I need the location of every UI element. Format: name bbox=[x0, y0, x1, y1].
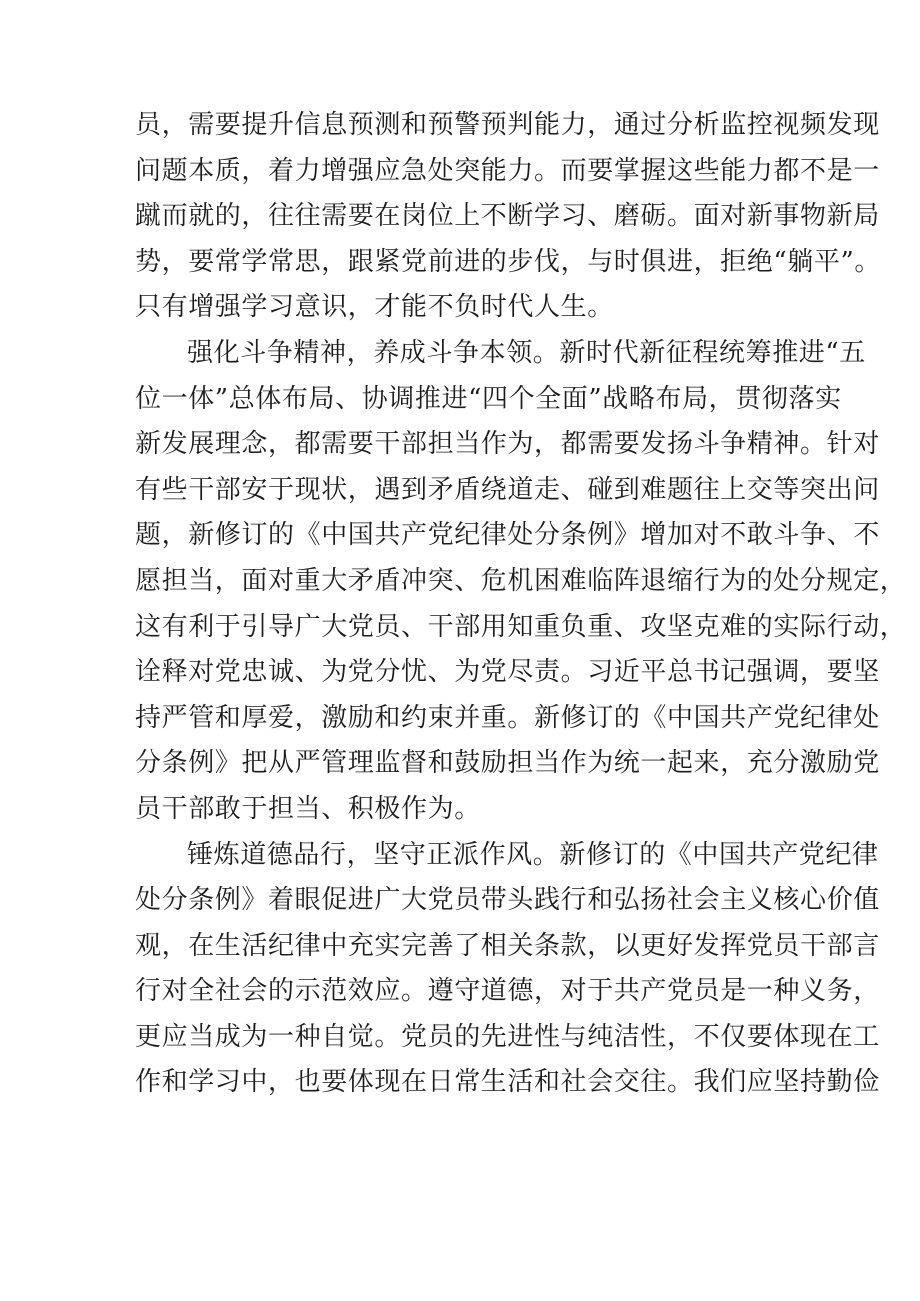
paragraph-1-line-3: 蹴而就的，往往需要在岗位上不断学习、磨砺。面对新事物新局 bbox=[135, 201, 880, 232]
paragraph-2-line-9: 持严管和厚爱，激励和约束并重。新修订的《中国共产党纪律处 bbox=[135, 702, 880, 733]
paragraph-1-line-5: 只有增强学习意识，才能不负时代人生。 bbox=[135, 292, 614, 323]
article-body bbox=[135, 103, 907, 1106]
paragraph-2-line-2: 位一体”总体布局、协调推进“四个全面”战略布局，贯彻落实 bbox=[135, 383, 842, 414]
paragraph-2-line-4: 有些干部安于现状，遇到矛盾绕道走、碰到难题往上交等突出问 bbox=[135, 474, 880, 505]
paragraph-3-line-2: 处分条例》着眼促进广大党员带头践行和弘扬社会主义核心价值 bbox=[135, 885, 880, 916]
paragraph-2-line-10: 分条例》把从严管理监督和鼓励担当作为统一起来，充分激励党 bbox=[135, 748, 880, 779]
paragraph-3-line-1: 锤炼道德品行，坚守正派作风。新修订的《中国共产党纪律 bbox=[187, 839, 879, 870]
paragraph-1-line-4: 势，要常学常思，跟紧党前进的步伐，与时俱进，拒绝“躺平”。 bbox=[135, 246, 881, 277]
paragraph-2-line-1: 强化斗争精神，养成斗争本领。新时代新征程统筹推进“五 bbox=[187, 337, 866, 368]
paragraph-2-line-6: 愿担当，面对重大矛盾冲突、危机困难临阵退缩行为的处分规定， bbox=[135, 565, 907, 596]
paragraph-3-line-6: 作和学习中，也要体现在日常生活和社会交往。我们应坚持勤俭 bbox=[135, 1067, 880, 1098]
paragraph-3-line-4: 行对全社会的示范效应。遵守道德，对于共产党员是一种义务， bbox=[135, 976, 880, 1007]
paragraph-2-line-5: 题，新修订的《中国共产党纪律处分条例》增加对不敢斗争、不 bbox=[135, 520, 880, 551]
paragraph-3-line-5: 更应当成为一种自觉。党员的先进性与纯洁性，不仅要体现在工 bbox=[135, 1021, 880, 1052]
paragraph-2-line-11: 员干部敢于担当、积极作为。 bbox=[135, 793, 481, 824]
paragraph-2-line-7: 这有利于引导广大党员、干部用知重负重、攻坚克难的实际行动， bbox=[135, 611, 907, 642]
paragraph-2-line-8: 诠释对党忠诚、为党分忧、为党尽责。习近平总书记强调，要坚 bbox=[135, 657, 880, 688]
paragraph-3-line-3: 观，在生活纪律中充实完善了相关条款，以更好发挥党员干部言 bbox=[135, 930, 880, 961]
paragraph-1-line-1: 员，需要提升信息预测和预警预判能力，通过分析监控视频发现 bbox=[135, 110, 880, 140]
paragraph-1-line-2: 问题本质，着力增强应急处突能力。而要掌握这些能力都不是一 bbox=[135, 155, 880, 186]
paragraph-2-line-3: 新发展理念，都需要干部担当作为，都需要发扬斗争精神。针对 bbox=[135, 429, 880, 460]
